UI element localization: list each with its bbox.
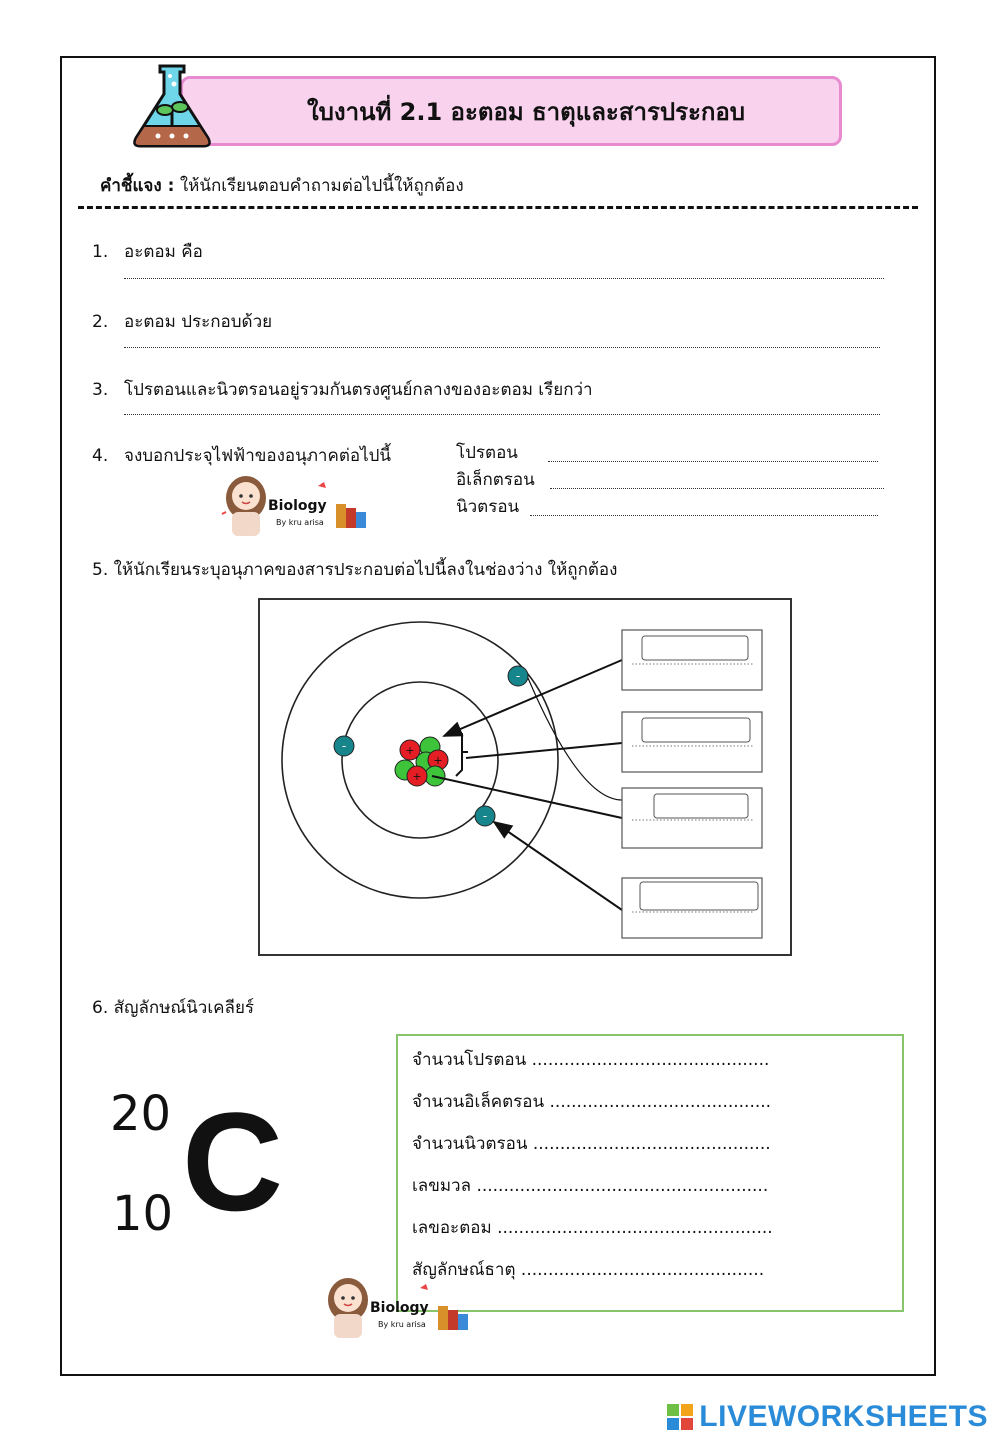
question-4: 4. จงบอกประจุไฟฟ้าของอนุภาคต่อไปนี้ (92, 446, 392, 466)
proton-sign: + (412, 770, 422, 783)
question-5: 5. ให้นักเรียนระบุอนุภาคของสารประกอบต่อไปนี้ลงในช่องว่าง ให้ถูกต้อง (92, 560, 618, 580)
question-2: 2. อะตอม ประกอบด้วย (92, 312, 273, 332)
particle-proton: โปรตอน (456, 443, 518, 463)
answer-line-1[interactable] (124, 278, 884, 279)
nuclear-symbol-answer-box (396, 1034, 904, 1312)
mass-number: 20 (110, 1086, 172, 1142)
atom-diagram (258, 598, 792, 956)
particle-neutron: นิวตรอน (456, 497, 520, 517)
answer-line-proton[interactable] (548, 461, 878, 462)
field-mass-number[interactable]: เลขมวล ...................................................... (412, 1176, 769, 1196)
sticker-byline: By kru arisa (378, 1320, 426, 1329)
electron-sign: - (515, 669, 521, 683)
answer-box-group (622, 630, 762, 938)
electron-sign: - (341, 739, 347, 753)
field-proton-count[interactable]: จำนวนโปรตอน ............................................ (412, 1050, 770, 1070)
page-title: ใบงานที่ 2.1 อะตอม ธาตุและสารประกอบ (306, 97, 746, 126)
footer-brand: LIVEWORKSHEETS (699, 1400, 988, 1433)
sticker-byline: By kru arisa (276, 518, 324, 527)
field-element-symbol[interactable]: สัญลักษณ์ธาตุ ............................................. (412, 1260, 765, 1280)
answer-line-electron[interactable] (550, 488, 884, 489)
sticker-brand: Biology (370, 1300, 429, 1316)
question-6: 6. สัญลักษณ์นิวเคลียร์ (92, 998, 255, 1018)
question-3: 3. โปรตอนและนิวตรอนอยู่รวมกันตรงศูนย์กลางของอะตอม เรียกว่า (92, 380, 593, 400)
biology-sticker (218, 468, 368, 538)
instructions-label: คำชี้แจง : (100, 176, 175, 196)
electron-sign: - (482, 809, 488, 823)
instructions-text: ให้นักเรียนตอบคำถามต่อไปนี้ให้ถูกต้อง (179, 176, 464, 196)
answer-line-3[interactable] (124, 414, 880, 415)
atom-diagram-svg (260, 600, 790, 954)
answer-input-2[interactable] (642, 718, 750, 742)
answer-line-2[interactable] (124, 347, 880, 348)
answer-line-neutron[interactable] (530, 515, 878, 516)
sticker-brand: Biology (268, 498, 327, 514)
instructions (100, 172, 464, 199)
question-1: 1. อะตอม คือ (92, 242, 203, 262)
field-neutron-count[interactable]: จำนวนนิวตรอน ............................................ (412, 1134, 771, 1154)
biology-sticker-2 (320, 1270, 470, 1340)
element-symbol: C (182, 1083, 284, 1240)
answer-input-3[interactable] (654, 794, 748, 818)
proton-sign: + (405, 744, 415, 757)
atomic-number: 10 (112, 1186, 174, 1242)
liveworksheets-grid-icon (667, 1404, 693, 1430)
pointer-line (466, 743, 622, 758)
field-electron-count[interactable]: จำนวนอิเล็คตรอน ......................................... (412, 1092, 772, 1112)
answer-input-1[interactable] (642, 636, 748, 660)
pointer-arrow (494, 822, 622, 910)
pointer-arrow (444, 660, 622, 736)
answer-input-4[interactable] (640, 882, 758, 910)
particle-electron: อิเล็กตรอน (456, 470, 535, 490)
dashed-divider (78, 206, 918, 209)
field-atomic-number[interactable]: เลขอะตอม ................................................... (412, 1218, 773, 1238)
proton-sign: + (433, 754, 443, 767)
liveworksheets-logo (667, 1400, 988, 1434)
particle-list (456, 440, 535, 521)
pointer-line (432, 776, 622, 818)
nucleus-bracket (456, 734, 468, 776)
